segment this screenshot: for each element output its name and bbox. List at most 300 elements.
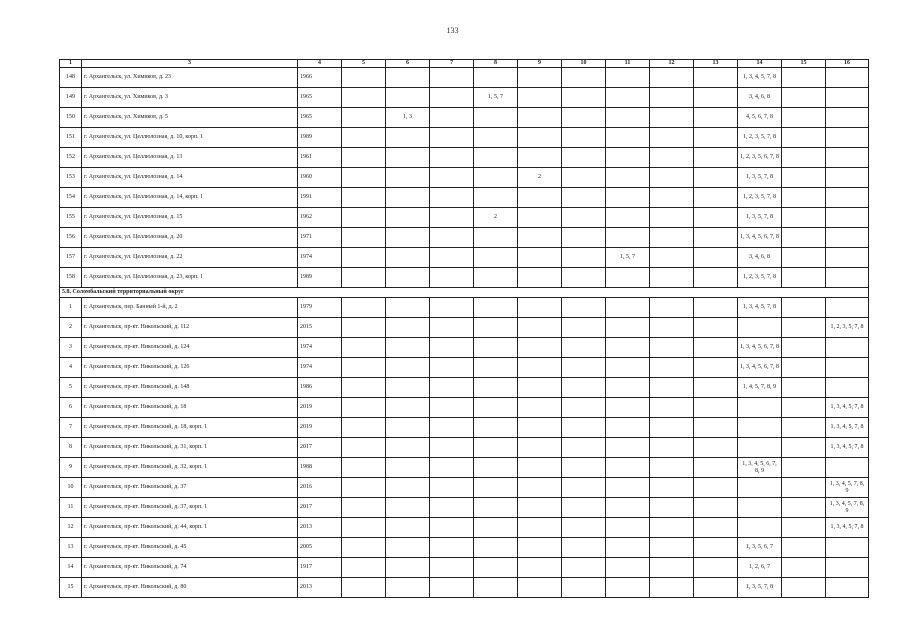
cell-col-15 [782, 538, 826, 558]
cell-col-6 [386, 558, 430, 578]
cell-col-13 [694, 248, 738, 268]
cell-col-8 [474, 108, 518, 128]
address-cell: г. Архангельск, пер. Банный 1-й, д. 2 [82, 298, 298, 318]
cell-col-11 [606, 418, 650, 438]
cell-col-5 [342, 358, 386, 378]
year-cell: 1917 [298, 558, 342, 578]
year-cell: 1962 [298, 208, 342, 228]
cell-col-14 [738, 418, 782, 438]
table-row [60, 538, 869, 558]
cell-col-16 [826, 108, 869, 128]
address-cell: г. Архангельск, пр-кт. Никольский, д. 44, корп. 1 [82, 518, 298, 538]
cell-col-8 [474, 478, 518, 498]
cell-col-11 [606, 578, 650, 598]
year-cell: 2013 [298, 578, 342, 598]
cell-col-15 [782, 518, 826, 538]
cell-col-16: 1, 3, 4, 5, 7, 8 [826, 518, 869, 538]
cell-col-8 [474, 398, 518, 418]
cell-col-5 [342, 88, 386, 108]
table-row [60, 338, 869, 358]
cell-col-5 [342, 298, 386, 318]
address-cell: г. Архангельск, пр-кт. Никольский, д. 32, корп. 1 [82, 458, 298, 478]
cell-col-8 [474, 498, 518, 518]
cell-col-5 [342, 498, 386, 518]
cell-col-13 [694, 148, 738, 168]
cell-col-11 [606, 68, 650, 88]
cell-col-12 [650, 578, 694, 598]
cell-col-7 [430, 418, 474, 438]
cell-col-15 [782, 248, 826, 268]
cell-col-13 [694, 518, 738, 538]
cell-col-5 [342, 578, 386, 598]
cell-col-15 [782, 208, 826, 228]
row-number: 8 [60, 438, 82, 458]
column-header-14: 14 [738, 60, 782, 68]
cell-col-12 [650, 188, 694, 208]
year-cell: 1961 [298, 148, 342, 168]
cell-col-14 [738, 438, 782, 458]
table-row [60, 298, 869, 318]
cell-col-10 [562, 518, 606, 538]
cell-col-11 [606, 228, 650, 248]
cell-col-11 [606, 478, 650, 498]
cell-col-11 [606, 188, 650, 208]
cell-col-5 [342, 438, 386, 458]
cell-col-10 [562, 438, 606, 458]
cell-col-6 [386, 88, 430, 108]
table-row [60, 268, 869, 288]
cell-col-10 [562, 128, 606, 148]
cell-col-8 [474, 558, 518, 578]
cell-col-16 [826, 248, 869, 268]
cell-col-8 [474, 228, 518, 248]
cell-col-11 [606, 438, 650, 458]
table-row [60, 128, 869, 148]
cell-col-9 [518, 578, 562, 598]
column-header-15: 15 [782, 60, 826, 68]
row-number: 158 [60, 268, 82, 288]
cell-col-5 [342, 268, 386, 288]
cell-col-10 [562, 188, 606, 208]
cell-col-6 [386, 228, 430, 248]
cell-col-8 [474, 518, 518, 538]
cell-col-7 [430, 108, 474, 128]
cell-col-9 [518, 228, 562, 248]
cell-col-16: 1, 3, 4, 5, 7, 8 [826, 398, 869, 418]
cell-col-7 [430, 208, 474, 228]
cell-col-9 [518, 148, 562, 168]
cell-col-14 [738, 478, 782, 498]
table-row [60, 188, 869, 208]
cell-col-5 [342, 478, 386, 498]
cell-col-6 [386, 268, 430, 288]
table-row [60, 458, 869, 478]
address-cell: г. Архангельск, пр-кт. Никольский, д. 148 [82, 378, 298, 398]
cell-col-10 [562, 228, 606, 248]
row-number: 152 [60, 148, 82, 168]
row-number: 4 [60, 358, 82, 378]
cell-col-5 [342, 248, 386, 268]
cell-col-8 [474, 418, 518, 438]
cell-col-9 [518, 478, 562, 498]
year-cell: 1989 [298, 268, 342, 288]
cell-col-8 [474, 358, 518, 378]
table-row [60, 228, 869, 248]
cell-col-16 [826, 228, 869, 248]
address-cell: г. Архангельск, ул. Целлюлозная, д. 10, корп. 1 [82, 128, 298, 148]
cell-col-9 [518, 438, 562, 458]
address-cell: г. Архангельск, пр-кт. Никольский, д. 31, корп. 1 [82, 438, 298, 458]
cell-col-7 [430, 298, 474, 318]
table-row [60, 68, 869, 88]
address-cell: г. Архангельск, пр-кт. Никольский, д. 37, корп. 1 [82, 498, 298, 518]
row-number: 14 [60, 558, 82, 578]
cell-col-9 [518, 248, 562, 268]
cell-col-12 [650, 88, 694, 108]
column-header-16: 16 [826, 60, 869, 68]
cell-col-8 [474, 128, 518, 148]
cell-col-8 [474, 248, 518, 268]
year-cell: 1974 [298, 248, 342, 268]
cell-col-16 [826, 188, 869, 208]
column-header-1: 1 [60, 60, 82, 68]
cell-col-16 [826, 378, 869, 398]
cell-col-12 [650, 318, 694, 338]
cell-col-10 [562, 538, 606, 558]
cell-col-9 [518, 498, 562, 518]
year-cell: 2017 [298, 438, 342, 458]
cell-col-14: 1, 3, 4, 5, 7, 8 [738, 298, 782, 318]
year-cell: 2019 [298, 418, 342, 438]
cell-col-8: 2 [474, 208, 518, 228]
cell-col-5 [342, 518, 386, 538]
cell-col-11 [606, 558, 650, 578]
cell-col-10 [562, 208, 606, 228]
cell-col-6 [386, 128, 430, 148]
cell-col-12 [650, 168, 694, 188]
cell-col-15 [782, 68, 826, 88]
cell-col-10 [562, 248, 606, 268]
cell-col-9 [518, 188, 562, 208]
section-row [60, 288, 869, 298]
cell-col-15 [782, 578, 826, 598]
address-cell: г. Архангельск, пр-кт. Никольский, д. 37 [82, 478, 298, 498]
cell-col-13 [694, 228, 738, 248]
cell-col-9 [518, 68, 562, 88]
cell-col-13 [694, 108, 738, 128]
cell-col-9 [518, 128, 562, 148]
cell-col-11 [606, 398, 650, 418]
cell-col-7 [430, 398, 474, 418]
year-cell: 2015 [298, 318, 342, 338]
row-number: 7 [60, 418, 82, 438]
cell-col-13 [694, 318, 738, 338]
cell-col-13 [694, 398, 738, 418]
cell-col-8 [474, 298, 518, 318]
cell-col-14: 1, 2, 6, 7 [738, 558, 782, 578]
cell-col-6 [386, 418, 430, 438]
cell-col-7 [430, 188, 474, 208]
cell-col-15 [782, 128, 826, 148]
row-number: 153 [60, 168, 82, 188]
address-cell: г. Архангельск, ул. Химиков, д. 23 [82, 68, 298, 88]
cell-col-14: 1, 3, 4, 5, 6, 7, 8, 9 [738, 458, 782, 478]
cell-col-12 [650, 438, 694, 458]
cell-col-14: 3, 4, 6, 8 [738, 88, 782, 108]
header-row [60, 60, 869, 68]
cell-col-12 [650, 208, 694, 228]
cell-col-15 [782, 168, 826, 188]
cell-col-12 [650, 478, 694, 498]
cell-col-10 [562, 498, 606, 518]
cell-col-8 [474, 318, 518, 338]
cell-col-15 [782, 398, 826, 418]
cell-col-12 [650, 298, 694, 318]
cell-col-13 [694, 538, 738, 558]
cell-col-16 [826, 88, 869, 108]
year-cell: 1971 [298, 228, 342, 248]
cell-col-6 [386, 538, 430, 558]
column-header-7: 7 [430, 60, 474, 68]
cell-col-9 [518, 418, 562, 438]
cell-col-9: 2 [518, 168, 562, 188]
cell-col-9 [518, 88, 562, 108]
cell-col-9 [518, 108, 562, 128]
cell-col-5 [342, 128, 386, 148]
cell-col-14 [738, 498, 782, 518]
cell-col-5 [342, 378, 386, 398]
cell-col-10 [562, 268, 606, 288]
cell-col-7 [430, 128, 474, 148]
cell-col-15 [782, 148, 826, 168]
year-cell: 1974 [298, 358, 342, 378]
row-number: 150 [60, 108, 82, 128]
cell-col-14: 1, 3, 4, 5, 7, 8 [738, 68, 782, 88]
cell-col-13 [694, 188, 738, 208]
cell-col-16 [826, 168, 869, 188]
cell-col-13 [694, 358, 738, 378]
cell-col-12 [650, 108, 694, 128]
row-number: 148 [60, 68, 82, 88]
cell-col-13 [694, 168, 738, 188]
cell-col-6 [386, 338, 430, 358]
cell-col-13 [694, 498, 738, 518]
cell-col-13 [694, 128, 738, 148]
year-cell: 2013 [298, 518, 342, 538]
cell-col-6 [386, 188, 430, 208]
cell-col-14: 1, 3, 4, 5, 6, 7, 8 [738, 338, 782, 358]
cell-col-12 [650, 458, 694, 478]
cell-col-11 [606, 338, 650, 358]
cell-col-6 [386, 208, 430, 228]
row-number: 10 [60, 478, 82, 498]
cell-col-12 [650, 128, 694, 148]
cell-col-9 [518, 458, 562, 478]
cell-col-7 [430, 378, 474, 398]
year-cell: 1974 [298, 338, 342, 358]
column-header-10: 10 [562, 60, 606, 68]
address-cell: г. Архангельск, ул. Целлюлозная, д. 22 [82, 248, 298, 268]
cell-col-15 [782, 358, 826, 378]
cell-col-11 [606, 378, 650, 398]
year-cell: 1960 [298, 168, 342, 188]
cell-col-12 [650, 538, 694, 558]
cell-col-10 [562, 558, 606, 578]
cell-col-10 [562, 478, 606, 498]
cell-col-15 [782, 318, 826, 338]
cell-col-5 [342, 398, 386, 418]
cell-col-13 [694, 578, 738, 598]
cell-col-9 [518, 208, 562, 228]
cell-col-11 [606, 128, 650, 148]
cell-col-9 [518, 378, 562, 398]
cell-col-15 [782, 228, 826, 248]
cell-col-6 [386, 498, 430, 518]
row-number: 5 [60, 378, 82, 398]
cell-col-8 [474, 378, 518, 398]
cell-col-7 [430, 538, 474, 558]
address-cell: г. Архангельск, ул. Целлюлозная, д. 23, корп. 1 [82, 268, 298, 288]
row-number: 151 [60, 128, 82, 148]
table-row [60, 518, 869, 538]
address-cell: г. Архангельск, ул. Целлюлозная, д. 20 [82, 228, 298, 248]
cell-col-14: 1, 3, 5, 7, 8 [738, 578, 782, 598]
row-number: 12 [60, 518, 82, 538]
address-cell: г. Архангельск, ул. Целлюлозная, д. 14, корп. 1 [82, 188, 298, 208]
cell-col-9 [518, 398, 562, 418]
cell-col-5 [342, 318, 386, 338]
year-cell: 2005 [298, 538, 342, 558]
cell-col-5 [342, 338, 386, 358]
cell-col-12 [650, 418, 694, 438]
cell-col-13 [694, 338, 738, 358]
row-number: 15 [60, 578, 82, 598]
year-cell: 1988 [298, 458, 342, 478]
table-row [60, 558, 869, 578]
address-cell: г. Архангельск, ул. Целлюлозная, д. 13 [82, 148, 298, 168]
row-number: 155 [60, 208, 82, 228]
cell-col-8 [474, 438, 518, 458]
address-cell: г. Архангельск, пр-кт. Никольский, д. 45 [82, 538, 298, 558]
cell-col-16 [826, 538, 869, 558]
cell-col-11 [606, 458, 650, 478]
cell-col-16 [826, 458, 869, 478]
cell-col-5 [342, 108, 386, 128]
address-cell: г. Архангельск, пр-кт. Никольский, д. 80 [82, 578, 298, 598]
cell-col-5 [342, 68, 386, 88]
cell-col-7 [430, 148, 474, 168]
cell-col-10 [562, 108, 606, 128]
cell-col-15 [782, 188, 826, 208]
cell-col-7 [430, 478, 474, 498]
row-number: 157 [60, 248, 82, 268]
cell-col-12 [650, 248, 694, 268]
cell-col-16 [826, 578, 869, 598]
cell-col-16 [826, 128, 869, 148]
cell-col-5 [342, 418, 386, 438]
cell-col-7 [430, 318, 474, 338]
address-cell: г. Архангельск, пр-кт. Никольский, д. 112 [82, 318, 298, 338]
cell-col-10 [562, 298, 606, 318]
cell-col-12 [650, 358, 694, 378]
row-number: 149 [60, 88, 82, 108]
cell-col-16 [826, 268, 869, 288]
cell-col-5 [342, 558, 386, 578]
cell-col-9 [518, 538, 562, 558]
column-header-13: 13 [694, 60, 738, 68]
cell-col-11 [606, 88, 650, 108]
cell-col-12 [650, 558, 694, 578]
cell-col-15 [782, 88, 826, 108]
table-row [60, 168, 869, 188]
cell-col-11 [606, 268, 650, 288]
cell-col-14: 1, 3, 4, 5, 6, 7, 8 [738, 358, 782, 378]
cell-col-14: 1, 2, 3, 5, 7, 8 [738, 268, 782, 288]
cell-col-6 [386, 298, 430, 318]
table-row [60, 318, 869, 338]
cell-col-11 [606, 168, 650, 188]
cell-col-7 [430, 358, 474, 378]
cell-col-5 [342, 188, 386, 208]
section-title: 5.8. Соломбальский территориальный округ [60, 288, 869, 298]
cell-col-13 [694, 438, 738, 458]
cell-col-11 [606, 208, 650, 228]
cell-col-8 [474, 268, 518, 288]
year-cell: 2016 [298, 478, 342, 498]
cell-col-6 [386, 168, 430, 188]
cell-col-6 [386, 318, 430, 338]
row-number: 1 [60, 298, 82, 318]
cell-col-9 [518, 558, 562, 578]
cell-col-14 [738, 398, 782, 418]
cell-col-11 [606, 518, 650, 538]
cell-col-14: 3, 4, 6, 8 [738, 248, 782, 268]
cell-col-14: 1, 2, 3, 5, 6, 7, 8 [738, 148, 782, 168]
cell-col-6 [386, 68, 430, 88]
cell-col-6: 1, 3 [386, 108, 430, 128]
year-cell: 1991 [298, 188, 342, 208]
cell-col-5 [342, 148, 386, 168]
cell-col-7 [430, 88, 474, 108]
cell-col-14 [738, 518, 782, 538]
data-table [59, 59, 869, 598]
cell-col-13 [694, 68, 738, 88]
cell-col-8 [474, 68, 518, 88]
cell-col-12 [650, 518, 694, 538]
address-cell: г. Архангельск, пр-кт. Никольский, д. 74 [82, 558, 298, 578]
page-number: 133 [446, 26, 459, 35]
cell-col-14: 1, 3, 5, 6, 7 [738, 538, 782, 558]
table-row [60, 438, 869, 458]
cell-col-14: 1, 3, 4, 5, 6, 7, 8 [738, 228, 782, 248]
cell-col-15 [782, 478, 826, 498]
row-number: 9 [60, 458, 82, 478]
cell-col-14: 1, 2, 3, 5, 7, 8 [738, 128, 782, 148]
cell-col-15 [782, 298, 826, 318]
cell-col-12 [650, 398, 694, 418]
table-row [60, 578, 869, 598]
cell-col-9 [518, 318, 562, 338]
cell-col-13 [694, 268, 738, 288]
year-cell: 1966 [298, 68, 342, 88]
year-cell: 1965 [298, 88, 342, 108]
cell-col-14: 1, 2, 3, 5, 7, 8 [738, 188, 782, 208]
cell-col-13 [694, 298, 738, 318]
cell-col-12 [650, 378, 694, 398]
cell-col-6 [386, 358, 430, 378]
cell-col-15 [782, 378, 826, 398]
cell-col-13 [694, 478, 738, 498]
